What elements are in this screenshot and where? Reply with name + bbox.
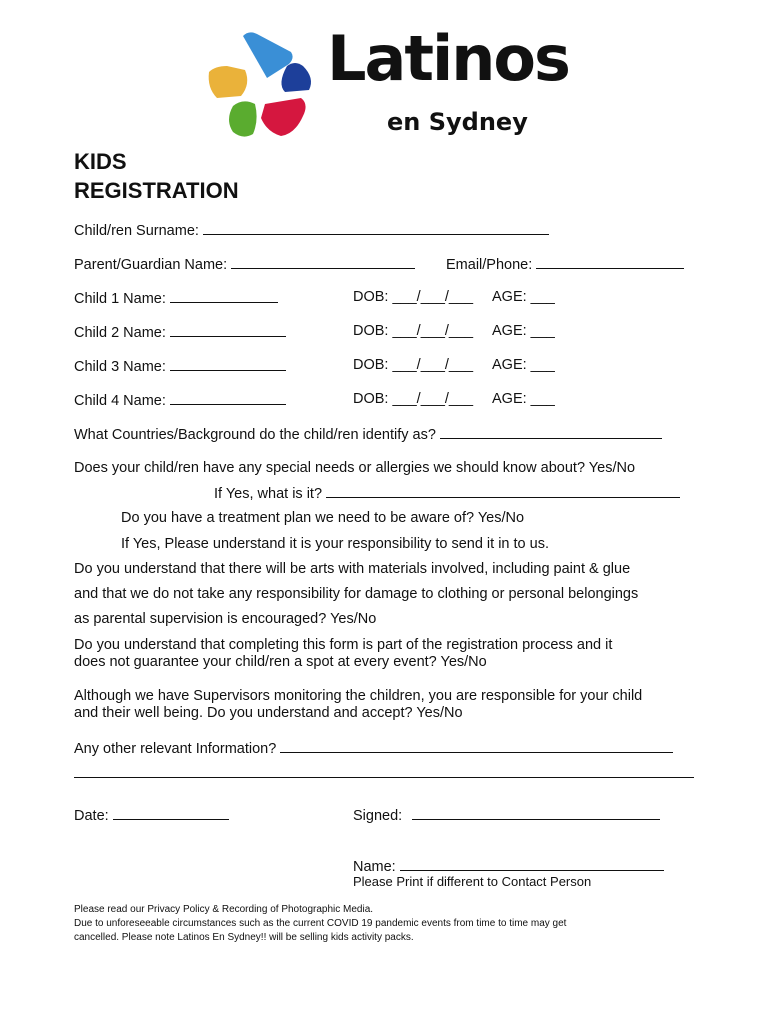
signed-field[interactable] xyxy=(412,806,660,820)
child2-dob[interactable]: DOB: ___/___/___ xyxy=(353,323,474,339)
child3-field[interactable] xyxy=(170,357,286,371)
footer-line2: Due to unforeseeable circumstances such as the current COVID 19 pandemic events from time to time may get xyxy=(74,918,567,929)
child2-field[interactable] xyxy=(170,323,286,337)
arts-question-line2: and that we do not take any responsibility for damage to clothing or personal belongings xyxy=(74,586,639,602)
countries-field[interactable] xyxy=(440,425,662,439)
treatment-plan-question: Do you have a treatment plan we need to be aware of? Yes/No xyxy=(121,510,525,526)
parent-label: Parent/Guardian Name: xyxy=(74,257,228,273)
surname-field[interactable] xyxy=(203,221,549,235)
child4-age[interactable]: AGE: ___ xyxy=(492,391,555,407)
child3-label: Child 3 Name: xyxy=(74,359,166,375)
child2-label: Child 2 Name: xyxy=(74,325,166,341)
page-title-line2: REGISTRATION xyxy=(74,178,239,203)
arts-question-line3: as parental supervision is encouraged? Yes/No xyxy=(74,611,377,627)
child4-label: Child 4 Name: xyxy=(74,393,166,409)
date-label: Date: xyxy=(74,808,109,824)
email-label: Email/Phone: xyxy=(446,257,533,273)
child1-dob[interactable]: DOB: ___/___/___ xyxy=(353,289,474,305)
other-info-field[interactable] xyxy=(280,739,673,753)
other-info-line2[interactable] xyxy=(74,777,694,778)
star-logo-icon xyxy=(205,28,325,146)
email-field[interactable] xyxy=(536,255,684,269)
countries-label: What Countries/Background do the child/ren identify as? xyxy=(74,427,436,443)
signed-label: Signed: xyxy=(353,808,403,824)
brand-name: Latinos xyxy=(327,22,569,95)
if-yes-what-field[interactable] xyxy=(326,484,680,498)
child3-dob[interactable]: DOB: ___/___/___ xyxy=(353,357,474,373)
special-needs-question: Does your child/ren have any special needs or allergies we should know about? Yes/No xyxy=(74,460,636,476)
supervision-question-line1: Although we have Supervisors monitoring the children, you are responsible for your child xyxy=(74,688,643,704)
form-question-line1: Do you understand that completing this form is part of the registration process and it xyxy=(74,637,613,653)
if-yes-send-note: If Yes, Please understand it is your responsibility to send it in to us. xyxy=(121,536,549,552)
date-field[interactable] xyxy=(113,806,229,820)
other-info-label: Any other relevant Information? xyxy=(74,741,277,757)
form-question-line2: does not guarantee your child/ren a spot at every event? Yes/No xyxy=(74,654,487,670)
child1-field[interactable] xyxy=(170,289,278,303)
child1-label: Child 1 Name: xyxy=(74,291,166,307)
supervision-question-line2: and their well being. Do you understand and accept? Yes/No xyxy=(74,705,463,721)
if-yes-what-label: If Yes, what is it? xyxy=(214,486,323,502)
child3-age[interactable]: AGE: ___ xyxy=(492,357,555,373)
footer-line3: cancelled. Please note Latinos En Sydney!! will be selling kids activity packs. xyxy=(74,932,414,943)
print-note: Please Print if different to Contact Person xyxy=(353,874,592,889)
name-label: Name: xyxy=(353,859,396,875)
child2-age[interactable]: AGE: ___ xyxy=(492,323,555,339)
parent-field[interactable] xyxy=(231,255,415,269)
surname-label: Child/ren Surname: xyxy=(74,223,199,239)
brand-subtitle: en Sydney xyxy=(387,108,528,136)
logo xyxy=(205,22,575,146)
page-title-line1: KIDS xyxy=(74,149,127,174)
child4-field[interactable] xyxy=(170,391,286,405)
arts-question-line1: Do you understand that there will be arts with materials involved, including paint & glue xyxy=(74,561,631,577)
child4-dob[interactable]: DOB: ___/___/___ xyxy=(353,391,474,407)
footer-line1: Please read our Privacy Policy & Recording of Photographic Media. xyxy=(74,904,374,915)
child1-age[interactable]: AGE: ___ xyxy=(492,289,555,305)
name-field[interactable] xyxy=(400,857,664,871)
